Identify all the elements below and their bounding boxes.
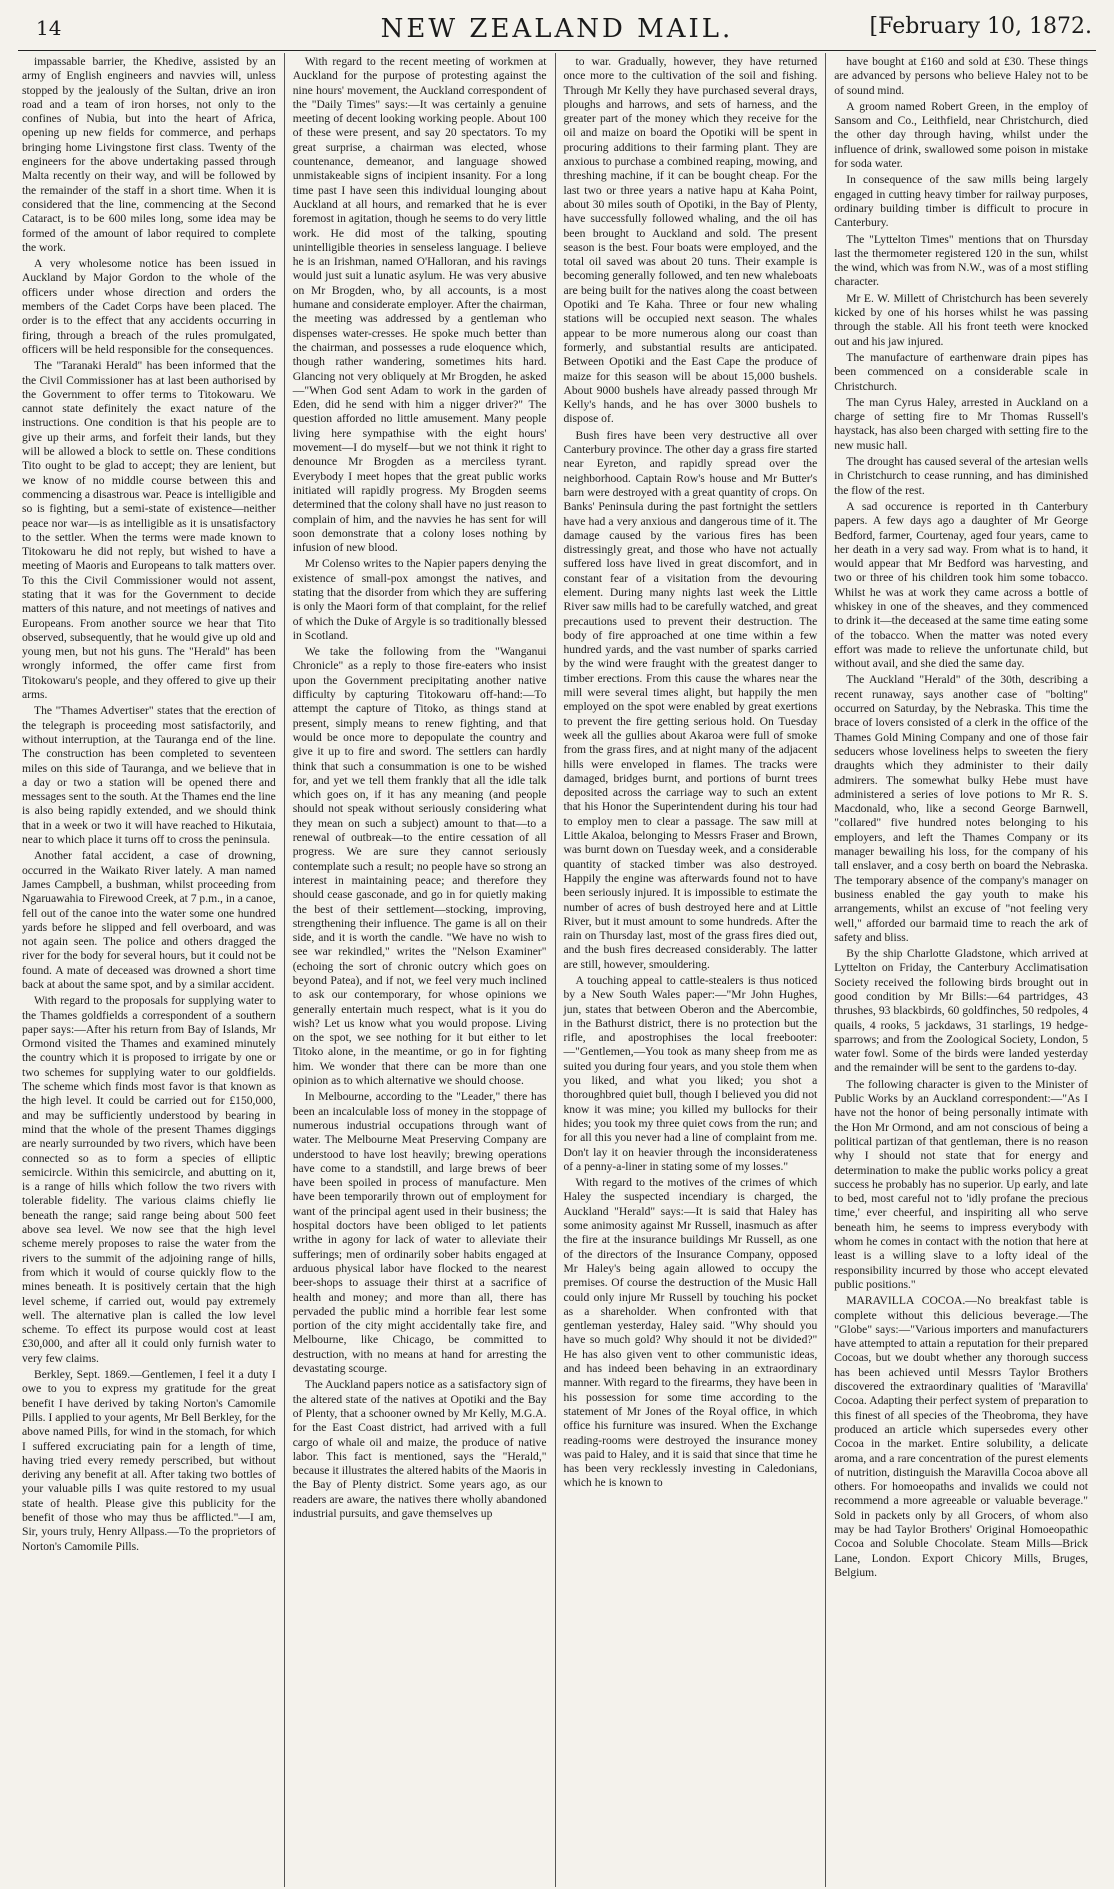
article-paragraph: With regard to the motives of the crimes of which Haley the suspected incendiary is charged, the Auckland "Herald" says:—It is said that Haley has some animosity against Mr Russell, inasmuch as after the fire at the insurance buildings Mr Russell, as one of the directors of the Insurance Company, opposed Mr Haley's being again allowed to occupy the premises. Of course the destruction of the Music Hall could only injure Mr Russell by touching his pocket as a shareholder. When confronted with that gentleman yesterday, Haley said. "Why should you have so much gold? Why should it not be divided?" He has also given vent to other communistic ideas, and has indeed been behaving in an extraordinary manner. With regard to the firearms, they have been in his possession for some time according to the statement of Mr Jones of the Royal office, in which office his furniture was insured. When the Exchange reading-rooms were destroyed the insurance money was paid to Haley, and it is said that since that time he has been very recklessly investing in Caledonians, which he is known to [563, 1176, 818, 1490]
newspaper-title: NEW ZEALAND MAIL. [380, 14, 734, 44]
column-2 [284, 53, 555, 1887]
issue-date: [February 10, 1872. [869, 14, 1092, 39]
article-paragraph: In Melbourne, according to the "Leader," there has been an incalculable loss of money in the stoppage of numerous industrial occupations through want of water. The Melbourne Meat Preserving Company are understood to have lost heavily; brewing operations have come to a standstill, and large brews of beer have been spoiled in process of manufacture. Men have been temporarily thrown out of employment for want of the principal agent used in their business; the hospital doctors have been obliged to let patients writhe in agony for lack of water to alleviate their sufferings; men of ordinarily sober habits engaged at arduous physical labor have flocked to the nearest beer-shops to assuage their thirst at a sacrifice of health and money; and more than all, there has pervaded the public mind a horrible fear lest some portion of the city might accidentally take fire, and Melbourne, like Chicago, be committed to destruction, with no means at hand for arresting the devastating scourge. [292, 1090, 547, 1376]
article-paragraph: A sad occurence is reported in th Canterbury papers. A few days ago a daughter of Mr George Bedford, farmer, Courtenay, aged four years, came to her death in a very sad way. From what is to hand, it would appear that Mr Bedford was harvesting, and two or three of his children took him some tobacco. Whilst he was at work they came across a bottle of whiskey in one of the sheaves, and they commenced to drink it—the deceased at the same time eating some of the tobacco. When the matter was noted every effort was made to relieve the unfortunate child, but without avail, and she died the same day. [834, 499, 1088, 671]
advertisement-paragraph: MARAVILLA COCOA.—No breakfast table is complete without this delicious beverage.—The "Globe" says:—"Various importers and manufacturers have attempted to attain a reputation for their prepared Cocoas, but we doubt whether any thorough success has been achieved until Messrs Taylor Brothers discovered the extraordinary qualities of 'Maravilla' Cocoa. Adapting their perfect system of preparation to this finest of all species of the Theobroma, they have produced an article which supersedes every other Cocoa in the market. Entire solubility, a delicate aroma, and a rare concentration of the purest elements of nutrition, distinguish the Maravilla Cocoa above all others. For homoeopaths and invalids we could not recommend a more agreeable or valuable beverage." Sold in packets only by all Grocers, of whom also may be had Taylor Brothers' Original Homoeopathic Cocoa and Soluble Chocolate. Steam Mills—Brick Lane, London. Export Chicory Mills, Bruges, Belgium. [834, 1294, 1088, 1579]
article-paragraph: Bush fires have been very destructive all over Canterbury province. The other day a grass fire started near Eyreton, and rapidly spread over the neighborhood. Captain Row's house and Mr Butter's barn were destroyed with a great quantity of crops. On Banks' Peninsula during the past fortnight the settlers have had a very anxious and dangerous time of it. The damage caused by the various fires has been distressingly great, and those who have not actually suffered loss have lived in great discomfort, and in constant fear of a visitation from the devouring element. During many nights last week the Little River saw mills had to be carefully watched, and great precautions used to prevent their destruction. The body of fire approached at one time within a few hundred yards, and the vast number of sparks carried by the wind were fraught with the greatest danger to timber erections. From this cause the whares near the mill were several times alight, but happily the men employed on the spot were enabled by great exertions to prevent the fire getting serious hold. On Tuesday week all the gullies about Akaroa were full of smoke from the grass fires, and at night many of the adjacent hills were enveloped in flames. The tracks were damaged, bridges burnt, and portions of burnt trees deposited across the carriage way to such an extent that his Honor the Superintendent during his tour had to employ men to clear a passage. The saw mill at Little Akaloa, belonging to Messrs Fraser and Brown, was burnt down on Tuesday week, and a considerable quantity of stacked timber was also destroyed. Happily the engine was afterwards found not to have been seriously injured. It is impossible to estimate the number of acres of bush destroyed here and at Little River, but it must amount to some hundreds. After the rain on Thursday last, most of the grass fires died out, and the bush fires decreased considerably. The latter are still, however, smouldering. [563, 428, 818, 971]
article-paragraph: impassable barrier, the Khedive, assisted by an army of English engineers and navvies will, unless stopped by the jealously of the Sultan, drive an iron road and a team of iron horses, not only to the confines of Nubia, but into the heart of Africa, opening up new fields for commerce, and perhaps bringing home Livingstone first class. Twenty of the engineers for the above undertaking passed through Malta recently on their way, and will be followed by the remainder of the staff in a short time. When it is considered that the line, commencing at the Second Cataract, is to be 600 miles long, some idea may be formed of the amount of labor required to complete the work. [22, 55, 276, 254]
article-paragraph: We take the following from the "Wanganui Chronicle" as a reply to those fire-eaters who insist upon the Government precipitating another native difficulty by capturing Titokowaru off-hand:—To attempt the capture of Titoko, as things stand at present, simply means to renew fighting, and that would be once more to depopulate the country and give it up to fire and sword. The settlers can hardly think that such a consummation is one to be wished for, and yet we tell them frankly that all the idle talk which goes on, if it has any meaning (and people should not speak without seriously considering what they mean on such a subject) amount to that—to a renewal of outbreak—to the entire cessation of all progress. We are sure they cannot seriously contemplate such a result; no people have so strong an interest in maintaining peace; and therefore they should cease gasconade, and go in for quietly making the best of their settlement—stocking, improving, strengthening their influence. The game is all on their side, and it is worth the candle. "We have no wish to see war rekindled," writes the "Nelson Examiner" (echoing the sort of chronic outcry which goes on beyond Patea), and if not, we feel very much inclined to ask our contemporary, for whose opinions we generally entertain much respect, what is it you do wish? Let us know what you would propose. Living on the spot, we see nothing for it but either to let Titoko alone, in the meantime, or go in for fighting him. We wonder that there can be more than one opinion as to which alternative we should choose. [292, 645, 547, 1088]
article-paragraph: In consequence of the saw mills being largely engaged in cutting heavy timber for railway purposes, ordinary building timber is difficult to procure in Canterbury. [834, 173, 1088, 230]
article-paragraph: The Auckland papers notice as a satisfactory sign of the altered state of the natives at Opotiki and the Bay of Plenty, that a schooner owned by Mr Kelly, M.G.A. for the East Coast district, had arrived with a full cargo of whale oil and maize, the produce of native labor. This fact is mentioned, says the "Herald," because it illustrates the altered habits of the Maoris in the Bay of Plenty district. Some years ago, as our readers are aware, the natives there wholly abandoned industrial pursuits, and gave themselves up [292, 1378, 547, 1520]
masthead [18, 6, 1096, 51]
article-paragraph: Mr E. W. Millett of Christchurch has been severely kicked by one of his horses whilst he was passing through the stable. All his front teeth were knocked out and his jaw injured. [834, 291, 1088, 348]
column-3 [555, 53, 826, 1887]
article-paragraph: With regard to the proposals for supplying water to the Thames goldfields a correspondent of a southern paper says:—After his return from Bay of Islands, Mr Ormond visited the Thames and examined minutely the country which it is proposed to irrigate by one or two schemes for supplying water to our goldfields. The scheme which finds most favor is that known as the high level. It could be carried out for £150,000, and may be sufficiently understood by bearing in mind that the whole of the present Thames diggings are nearly surrounded by two rivers, which have been connected so as to form a species of elliptic semicircle. Within this semicircle, and abutting on it, is a range of hills which follow the two rivers with tolerable fidelity. The various claims chiefly lie beneath the range; said range being about 500 feet above sea level. We now see that the high level scheme merely proposes to raise the water from the rivers to the summit of the adjoining range of hills, from which it would of course quickly flow to the mines beneath. It is positively certain that the high level scheme, if carried out, would pay extremely well. The alternative plan is called the low level scheme. To effect its purpose would cost at least £30,000, and after all it could only furnish water to very few claims. [22, 994, 276, 1365]
article-paragraph: to war. Gradually, however, they have returned once more to the cultivation of the soil and fishing. Through Mr Kelly they have purchased several drays, ploughs and harrows, and sets of harness, and the greater part of the money which they receive for the oil and maize on board the Opotiki will be spent in procuring additions to their farming plant. They are anxious to purchase a combined reaping, mowing, and threshing machine, if it can be bought cheap. For the last two or three years a native hapu at Kaha Point, about 30 miles south of Opotiki, in the Bay of Plenty, have successfully followed whaling, and the oil has been brought to Auckland and sold. The present season is the best. Four boats were employed, and the total oil saved was about 20 tuns. Their example is becoming generally followed, and ten new whaleboats are being built for the natives along the coast between Opotiki and Te Kaha. Three or four new whaling stations will be occupied next season. The whales appear to be more numerous along our coast than formerly, and substantial results are anticipated. Between Opotiki and the East Cape the produce of maize for this season will be about 15,000 bushels. About 9000 bushels have already passed through Mr Kelly's hands, and he has over 3000 bushels to dispose of. [563, 55, 818, 426]
article-columns [18, 53, 1096, 1887]
advertisement-paragraph: Berkley, Sept. 1869.—Gentlemen, I feel it a duty I owe to you to express my gratitude for the great benefit I have derived by taking Norton's Camomile Pills. I applied to your agents, Mr Bell Berkley, for the above named Pills, for wind in the stomach, for which I suffered excruciating pain for a length of time, having tried every remedy perscribed, but without deriving any benefit at all. After taking two bottles of your valuable pills I was quite restored to my usual state of health. Please give this publicity for the benefit of those who may thus be afflicted."—I am, Sir, yours truly, Henry Allpass.—To the proprietors of Norton's Camomile Pills. [22, 1368, 276, 1553]
column-1 [18, 53, 284, 1887]
page-number: 14 [36, 16, 62, 40]
article-paragraph: The "Taranaki Herald" has been informed that the the Civil Commissioner has at last been authorised by the Government to offer terms to Titokowaru. We cannot state definitely the exact nature of the instructions. One condition is that his people are to give up their arms, and forfeit their lands, but they will be allowed a block to settle on. These conditions Tito ought to be glad to accept; they are lenient, but we know of no middle course between this and commencing a disastrous war. Peace is intelligible and so is fighting, but a semi-state of existence—neither peace nor war—is as intelligible as it is unsatisfactory to the settler. When the terms were made known to Titokowaru he did not reply, but wished to have a meeting of Maoris and Europeans to talk matters over. To this the Civil Commissioner would not assent, stating that it was for the Government to decide matters of this nature, and not meetings of natives and Europeans. From another source we hear that Tito observed, subsequently, that he would give up old and young men, but not his guns. The "Herald" has been wrongly informed, the offer came first from Titokowaru's people, and they offered to give up their arms. [22, 359, 276, 702]
article-paragraph: The man Cyrus Haley, arrested in Auckland on a charge of setting fire to Mr Thomas Russell's haystack, has also been charged with setting fire to the new music hall. [834, 395, 1088, 452]
article-paragraph: With regard to the recent meeting of workmen at Auckland for the purpose of protesting against the nine hours' movement, the Auckland correspondent of the "Daily Times" says:—It was certainly a genuine meeting of decent looking working people. About 100 of these were present, and say 20 spectators. To my great surprise, a chairman was elected, whose countenance, demeanor, and language showed unmistakeable signs of incipient insanity. For a long time past I have seen this individual lounging about Auckland at all hours, and remarked that he is ever foremost in agitation, though he seems to do very little work. He did most of the talking, spouting unintelligible theories in senseless language. I believe he is an Irishman, named O'Halloran, and his ravings would just suit a lunatic asylum. He was very abusive on Mr Brogden, who, by all accounts, is a most humane and considerate employer. After the chairman, the meeting was addressed by a gentleman who dispenses water-cresses. He spoke much better than the chairman, and possesses a rude eloquence which, though rather wandering, sometimes hits hard. Glancing not very obliquely at Mr Brogden, he asked—"When God sent Adam to work in the garden of Eden, did he send with him a nigger driver?" The question afforded no little amusement. Many people living here sympathise with the eight hours' movement—I do myself—but we not think it right to denounce Mr Brogden as a merciless tyrant. Everybody I meet hopes that the great public works initiated will rapidly progress. My Brogden seems determined that the colony shall have no just reason to complain of him, and the navvies he has sent for will soon demonstrate that a colony loses nothing by infusion of new blood. [292, 55, 547, 555]
article-paragraph: have bought at £160 and sold at £30. These things are advanced by persons who believe Haley not to be of sound mind. [834, 55, 1088, 97]
article-paragraph: Mr Colenso writes to the Napier papers denying the existence of small-pox amongst the natives, and stating that the disorder from which they are suffering is only the Maori form of that complaint, for the relief of which the Duke of Argyle is so traditionally blessed in Scotland. [292, 557, 547, 642]
article-paragraph: The Auckland "Herald" of the 30th, describing a recent runaway, says another case of "bolting" occurred on Saturday, by the Nebraska. This time the brace of lovers consisted of a clerk in the office of the Thames Gold Mining Company and one of those fair seducers whose loveliness helps to sweeten the fiery draughts which they administer to their daily admirers. The somewhat bulky Hebe must have administered a series of love potions to Mr R. S. Macdonald, who, like a second George Barnwell, "collared" five hundred notes belonging to his employers, and left the Thames Company or its manager bewailing his loss, for the company of his tall enslaver, and a cosy berth on board the Nebraska. The temporary absence of the company's manager on business enabled the gay youth to make his arrangements, whilst an excuse of "not feeling very well," afforded our barmaid time to reach the ark of safety and bliss. [834, 673, 1088, 944]
column-4 [825, 53, 1096, 1887]
article-paragraph: A very wholesome notice has been issued in Auckland by Major Gordon to the whole of the officers under whose direction and orders the members of the Cadet Corps have been placed. The order is to the effect that any accidents occurring in firing, through a breach of the rules promulgated, officers will be held responsible for the consequences. [22, 257, 276, 356]
article-paragraph: The "Thames Advertiser" states that the erection of the telegraph is proceeding most satisfactorily, and without interruption, at the Tauranga end of the line. The construction has been completed to seventeen miles on this side of Tauranga, and we believe that in a day or two a station will be opened there and messages sent to the south. At the Thames end the line is also being rapidly extended, and we should think that in a week or two it will have reached to Hikutaia, near to which place it turns off to cross the peninsula. [22, 704, 276, 847]
article-paragraph: By the ship Charlotte Gladstone, which arrived at Lyttelton on Friday, the Canterbury Acclimatisation Society received the following birds brought out in good condition by Mr Bills:—64 partridges, 43 thrushes, 93 blackbirds, 60 goldfinches, 50 redpoles, 4 quails, 4 rooks, 5 jackdaws, 31 starlings, 19 hedge-sparrows; and from the Zoological Society, London, 5 water fowl. Some of the birds were landed yesterday and the remainder will be sent to the gardens to-day. [834, 947, 1088, 1075]
article-paragraph: A touching appeal to cattle-stealers is thus noticed by a New South Wales paper:—"Mr John Hughes, jun, states that between Oberon and the Abercombie, in the Bathurst district, there is no protection but the rifle, and apostrophises the local freebooter:—"Gentlemen,—You took as many sheep from me as suited you during four years, and you stole them when you liked, and what you liked; you shot a thoroughbred quiet bull, though I believed you did not know it was mine; you killed my bullocks for their hides; you took my three quiet cows from the run; and for all this you never had a line of complaint from me. Don't lay it on heavier through the inconsiderateness of a penny-a-liner in stating some of my losses." [563, 974, 818, 1173]
article-paragraph: The "Lyttelton Times" mentions that on Thursday last the thermometer registered 120 in the sun, whilst the wind, which was from N.W., was of a most stifling character. [834, 232, 1088, 289]
article-paragraph: Another fatal accident, a case of drowning, occurred in the Waikato River lately. A man named James Campbell, a bushman, whilst proceeding from Ngaruawahia to Firewood Creek, at 7 p.m., in a canoe, fell out of the canoe into the water some one hundred yards before he slipped and fell overboard, and was not again seen. The police and others dragged the river for the body for several hours, but it could not be found. A mate of deceased was drowned a short time back at about the same spot, and by a similar accident. [22, 849, 276, 991]
article-paragraph: The drought has caused several of the artesian wells in Christchurch to cease running, and has diminished the flow of the rest. [834, 455, 1088, 497]
article-paragraph: A groom named Robert Green, in the employ of Sansom and Co., Leithfield, near Christchurch, died the other day through having, whilst under the influence of drink, swallowed some poison in mistake for soda water. [834, 99, 1088, 171]
article-paragraph: The manufacture of earthenware drain pipes has been commenced on a considerable scale in Christchurch. [834, 350, 1088, 393]
article-paragraph: The following character is given to the Minister of Public Works by an Auckland correspondent:—"As I have not the honor of being personally intimate with the Hon Mr Ormond, and am not conscious of being a political partizan of that gentleman, there is no reason why I should not state that for energy and determination to make the public works policy a great success he probably has no superior. Up early, and late to bed, most careful not to 'idly profane the precious time,' ever cheerful, and inspiriting all who serve beneath him, he seems to impress everybody with whom he comes in contact with the notion that here at least is a willing slave to a lofty ideal of the responsibility incurred by those who accept elevated public positions." [834, 1077, 1088, 1291]
